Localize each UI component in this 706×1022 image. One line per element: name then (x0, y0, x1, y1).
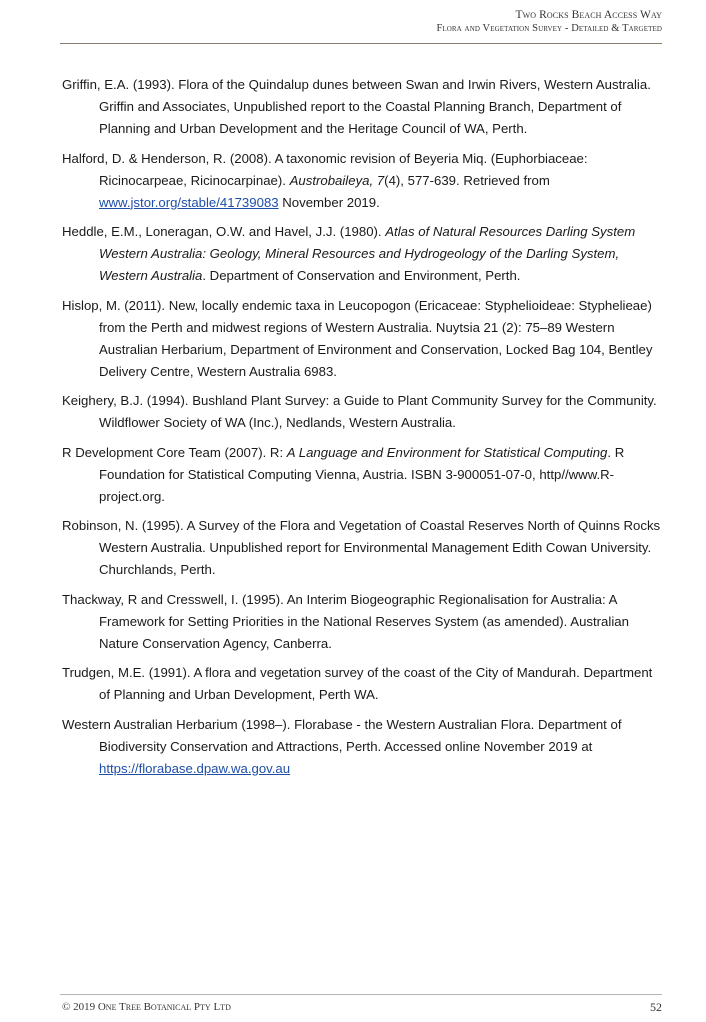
reference-r-core-team-2007: R Development Core Team (2007). R: A Language and Environment for Statistical Computing. R Foundation for Statistical Computing Vienna, Austria. ISBN 3-900051-07-0, http//www.R-project.org. (62, 444, 625, 504)
reference-hislop-2011: Hislop, M. (2011). New, locally endemic taxa in Leucopogon (Ericaceae: Styphelioideae: Styphelieae) from the Perth and midwest regions of Western Australia. Nuytsia 21 (2): 75–89 Western Australian Herbarium, Department of Environment and Conservation, Locked Bag 104, Bentley Delivery Centre, Western Australia 6983. (62, 297, 653, 379)
reference-thackway-cresswell-1995: Thackway, R and Cresswell, I. (1995). An Interim Biogeographic Regionalisation for Australia: A Framework for Setting Priorities in the National Reserves System (as amended). Australian Nature Conservation Agency, Canberra. (62, 591, 629, 651)
header-report-subtitle: Flora and Vegetation Survey - Detailed & Targeted (436, 23, 662, 34)
reference-heddle-1980: Heddle, E.M., Loneragan, O.W. and Havel, J.J. (1980). Atlas of Natural Resources Darling System Western Australia: Geology, Mineral Resources and Hydrogeology of the Darling System, Western Australia. Department of Conservation and Environment, Perth. (62, 224, 636, 283)
reference-list (62, 74, 666, 787)
reference-trudgen-1991: Trudgen, M.E. (1991). A flora and vegetation survey of the coast of the City of Mandurah. Department of Planning and Urban Development, Perth WA. (62, 665, 653, 702)
footer-copyright: © 2019 One Tree Botanical Pty Ltd (62, 1001, 231, 1013)
reference-halford-henderson-2008: Halford, D. & Henderson, R. (2008). A taxonomic revision of Beyeria Miq. (Euphorbiaceae: Ricinocarpeae, Ricinocarpinae). Austrobaileya, 7(4), 577-639. Retrieved from www.jstor.org/stable/41739083 November 2019. (62, 150, 588, 210)
reference-keighery-1994: Keighery, B.J. (1994). Bushland Plant Survey: a Guide to Plant Community Survey for the Community. Wildflower Society of WA (Inc.), Nedlands, Western Australia. (62, 393, 657, 430)
header-report-title: Two Rocks Beach Access Way (515, 9, 662, 21)
jstor-link[interactable]: www.jstor.org/stable/41739083 (99, 194, 279, 210)
page-header (436, 8, 662, 36)
footer-divider (60, 994, 662, 995)
reference-robinson-1995: Robinson, N. (1995). A Survey of the Flora and Vegetation of Coastal Reserves North of Quinns Rocks Western Australia. Unpublished report for Environmental Management Edith Cowan University. Churchlands, Perth. (62, 518, 661, 577)
page-number: 52 (650, 1000, 662, 1014)
florabase-link[interactable]: https://florabase.dpaw.wa.gov.au (99, 760, 291, 776)
header-divider (60, 43, 662, 44)
reference-griffin-1993: Griffin, E.A. (1993). Flora of the Quindalup dunes between Swan and Irwin Rivers, Western Australia. Griffin and Associates, Unpublished report to the Coastal Planning Branch, Department of Planning and Urban Development and the Heritage Council of WA, Perth. (62, 77, 651, 136)
footer-company-name: One Tree Botanical Pty Ltd (97, 1001, 231, 1013)
reference-wa-herbarium-1998: Western Australian Herbarium (1998–). Florabase - the Western Australian Flora. Department of Biodiversity Conservation and Attractions, Perth. Accessed online November 2019 at https://florabase.dpaw.wa.gov.au (62, 716, 622, 776)
